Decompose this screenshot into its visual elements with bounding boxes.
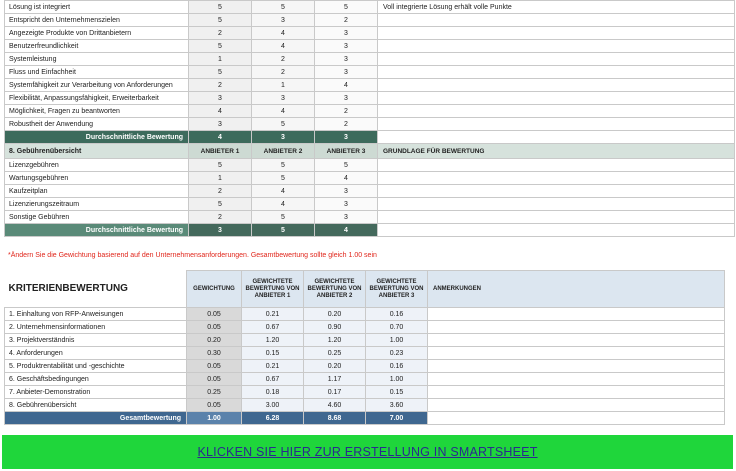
score-vendor-2[interactable]: 4	[252, 185, 315, 198]
smartsheet-cta-banner[interactable]	[2, 435, 733, 469]
score-vendor-1[interactable]: 4	[189, 105, 252, 118]
score-vendor-3[interactable]: 5	[315, 1, 378, 14]
score-vendor-1[interactable]: 5	[189, 198, 252, 211]
basis-note[interactable]	[378, 53, 735, 66]
score-vendor-1[interactable]: 1	[189, 53, 252, 66]
weighted-vendor-3: 1.00	[366, 334, 428, 347]
weighted-vendor-1: 0.21	[242, 360, 304, 373]
weighted-vendor-3: 0.23	[366, 347, 428, 360]
weighted-vendor-3: 1.00	[366, 373, 428, 386]
criterion-label: 5. Produktrentabilität und -geschichte	[5, 360, 187, 373]
score-vendor-3[interactable]: 3	[315, 66, 378, 79]
notes-cell[interactable]	[428, 412, 725, 425]
vendor-scores-table	[4, 0, 735, 237]
score-vendor-3[interactable]: 3	[315, 92, 378, 105]
header-basis: GRUNDLAGE FÜR BEWERTUNG	[378, 144, 735, 159]
score-vendor-1[interactable]: 5	[189, 14, 252, 27]
header-weight: GEWICHTUNG	[187, 271, 242, 308]
criterion-label: 2. Unternehmensinformationen	[5, 321, 187, 334]
table-row	[5, 211, 735, 224]
table-row	[5, 118, 735, 131]
empty-cell[interactable]	[378, 224, 735, 237]
fee-label[interactable]: Kaufzeitplan	[5, 185, 189, 198]
weighted-vendor-1: 0.67	[242, 321, 304, 334]
score-vendor-2[interactable]: 3	[252, 92, 315, 105]
score-vendor-1[interactable]: 5	[189, 159, 252, 172]
weighted-vendor-3: 0.16	[366, 360, 428, 373]
criterion-label: 4. Anforderungen	[5, 347, 187, 360]
basis-note[interactable]	[378, 105, 735, 118]
weight-input[interactable]: 0.05	[187, 321, 242, 334]
notes-cell[interactable]	[428, 373, 725, 386]
average-vendor-2: 3	[252, 131, 315, 144]
table-row	[5, 66, 735, 79]
basis-note[interactable]	[378, 172, 735, 185]
total-vendor-3: 7.00	[366, 412, 428, 425]
criteria-title: KRITERIENBEWERTUNG	[5, 271, 187, 308]
basis-note[interactable]	[378, 40, 735, 53]
table-row	[5, 334, 725, 347]
average-label: Durchschnittliche Bewertung	[5, 131, 189, 144]
table-row	[5, 53, 735, 66]
average-vendor-2: 5	[252, 224, 315, 237]
table-row	[5, 399, 725, 412]
weighted-vendor-1: 0.21	[242, 308, 304, 321]
header-notes: ANMERKUNGEN	[428, 271, 725, 308]
section-title: 8. Gebührenübersicht	[5, 144, 189, 159]
score-vendor-2[interactable]: 3	[252, 14, 315, 27]
score-vendor-1[interactable]: 2	[189, 211, 252, 224]
weighting-note: *Ändern Sie die Gewichtung basierend auf den Unternehmensanforderungen. Gesamtbewertung sollte gleich 1.00 sein	[8, 252, 377, 259]
score-vendor-3[interactable]: 3	[315, 27, 378, 40]
criteria-header-row	[5, 271, 725, 308]
score-vendor-3[interactable]: 2	[315, 14, 378, 27]
criterion-label[interactable]: Flexibilität, Anpassungsfähigkeit, Erweiterbarkeit	[5, 92, 189, 105]
weighted-vendor-2: 0.20	[304, 360, 366, 373]
table-row	[5, 159, 735, 172]
basis-note[interactable]	[378, 92, 735, 105]
basis-note[interactable]	[378, 159, 735, 172]
weighted-vendor-2: 0.20	[304, 308, 366, 321]
weight-input[interactable]: 0.05	[187, 399, 242, 412]
weighted-vendor-2: 1.17	[304, 373, 366, 386]
header-weighted-vendor-1: GEWICHTETE BEWERTUNG VON ANBIETER 1	[242, 271, 304, 308]
total-vendor-2: 8.68	[304, 412, 366, 425]
notes-cell[interactable]	[428, 360, 725, 373]
score-vendor-2[interactable]: 5	[252, 159, 315, 172]
weighted-vendor-1: 0.15	[242, 347, 304, 360]
notes-cell[interactable]	[428, 386, 725, 399]
notes-cell[interactable]	[428, 399, 725, 412]
total-weight: 1.00	[187, 412, 242, 425]
criterion-label[interactable]: Systemleistung	[5, 53, 189, 66]
score-vendor-2[interactable]: 4	[252, 40, 315, 53]
score-vendor-1[interactable]: 2	[189, 185, 252, 198]
table-row	[5, 360, 725, 373]
table-row	[5, 79, 735, 92]
total-vendor-1: 6.28	[242, 412, 304, 425]
table-row	[5, 185, 735, 198]
basis-note[interactable]	[378, 27, 735, 40]
fee-label[interactable]: Lizenzierungszeitraum	[5, 198, 189, 211]
weighted-vendor-1: 0.18	[242, 386, 304, 399]
header-weighted-vendor-2: GEWICHTETE BEWERTUNG VON ANBIETER 2	[304, 271, 366, 308]
criterion-label: 7. Anbieter-Demonstration	[5, 386, 187, 399]
table-row	[5, 27, 735, 40]
score-vendor-2[interactable]: 5	[252, 172, 315, 185]
table-row	[5, 40, 735, 53]
weighted-vendor-2: 4.60	[304, 399, 366, 412]
criterion-label[interactable]: Entspricht den Unternehmenszielen	[5, 14, 189, 27]
score-vendor-1[interactable]: 1	[189, 172, 252, 185]
basis-note[interactable]	[378, 198, 735, 211]
section-header-row	[5, 144, 735, 159]
criterion-label: 8. Gebührenübersicht	[5, 399, 187, 412]
table-row	[5, 347, 725, 360]
score-vendor-1[interactable]: 2	[189, 79, 252, 92]
score-vendor-3[interactable]: 3	[315, 185, 378, 198]
score-vendor-1[interactable]: 3	[189, 92, 252, 105]
score-vendor-1[interactable]: 3	[189, 118, 252, 131]
score-vendor-3[interactable]: 5	[315, 159, 378, 172]
weighted-vendor-3: 0.15	[366, 386, 428, 399]
criterion-label[interactable]: Benutzerfreundlichkeit	[5, 40, 189, 53]
basis-note[interactable]: Voll integrierte Lösung erhält volle Punkte	[378, 1, 735, 14]
criterion-label[interactable]: Robustheit der Anwendung	[5, 118, 189, 131]
notes-cell[interactable]	[428, 321, 725, 334]
header-vendor-1: ANBIETER 1	[189, 144, 252, 159]
score-vendor-2[interactable]: 5	[252, 1, 315, 14]
weighted-vendor-1: 1.20	[242, 334, 304, 347]
weight-input[interactable]: 0.05	[187, 308, 242, 321]
basis-note[interactable]	[378, 211, 735, 224]
score-vendor-3[interactable]: 3	[315, 40, 378, 53]
basis-note[interactable]	[378, 185, 735, 198]
criterion-label: 6. Geschäftsbedingungen	[5, 373, 187, 386]
criterion-label: 1. Einhaltung von RFP-Anweisungen	[5, 308, 187, 321]
basis-note[interactable]	[378, 118, 735, 131]
score-vendor-2[interactable]: 4	[252, 198, 315, 211]
notes-cell[interactable]	[428, 347, 725, 360]
score-vendor-3[interactable]: 3	[315, 198, 378, 211]
score-vendor-2[interactable]: 4	[252, 27, 315, 40]
score-vendor-1[interactable]: 5	[189, 40, 252, 53]
table-row	[5, 92, 735, 105]
score-vendor-3[interactable]: 4	[315, 172, 378, 185]
table-row	[5, 198, 735, 211]
weighted-vendor-2: 0.90	[304, 321, 366, 334]
header-vendor-3: ANBIETER 3	[315, 144, 378, 159]
score-vendor-2[interactable]: 2	[252, 53, 315, 66]
weighted-vendor-2: 1.20	[304, 334, 366, 347]
criterion-label[interactable]: Lösung ist integriert	[5, 1, 189, 14]
average-label: Durchschnittliche Bewertung	[5, 224, 189, 237]
score-vendor-2[interactable]: 1	[252, 79, 315, 92]
score-vendor-1[interactable]: 5	[189, 66, 252, 79]
criterion-label[interactable]: Möglichkeit, Fragen zu beantworten	[5, 105, 189, 118]
score-vendor-3[interactable]: 3	[315, 53, 378, 66]
average-row	[5, 131, 735, 144]
table-row	[5, 386, 725, 399]
total-row	[5, 412, 725, 425]
score-vendor-2[interactable]: 5	[252, 118, 315, 131]
criterion-label: 3. Projektverständnis	[5, 334, 187, 347]
weight-input[interactable]: 0.30	[187, 347, 242, 360]
criterion-label[interactable]: Systemfähigkeit zur Verarbeitung von Anforderungen	[5, 79, 189, 92]
average-vendor-1: 4	[189, 131, 252, 144]
weighted-vendor-2: 0.17	[304, 386, 366, 399]
score-vendor-2[interactable]: 2	[252, 66, 315, 79]
score-vendor-1[interactable]: 2	[189, 27, 252, 40]
table-row	[5, 321, 725, 334]
total-label: Gesamtbewertung	[5, 412, 187, 425]
weighted-vendor-2: 0.25	[304, 347, 366, 360]
table-row	[5, 1, 735, 14]
header-weighted-vendor-3: GEWICHTETE BEWERTUNG VON ANBIETER 3	[366, 271, 428, 308]
table-row	[5, 172, 735, 185]
weighted-vendor-3: 3.60	[366, 399, 428, 412]
table-row	[5, 105, 735, 118]
score-vendor-2[interactable]: 5	[252, 211, 315, 224]
weight-input[interactable]: 0.05	[187, 373, 242, 386]
table-row	[5, 14, 735, 27]
criteria-rating-table	[4, 270, 725, 425]
average-row	[5, 224, 735, 237]
score-vendor-1[interactable]: 5	[189, 1, 252, 14]
score-vendor-3[interactable]: 4	[315, 79, 378, 92]
average-vendor-3: 4	[315, 224, 378, 237]
basis-note[interactable]	[378, 14, 735, 27]
average-vendor-3: 3	[315, 131, 378, 144]
score-vendor-3[interactable]: 3	[315, 211, 378, 224]
weight-input[interactable]: 0.20	[187, 334, 242, 347]
weight-input[interactable]: 0.25	[187, 386, 242, 399]
basis-note[interactable]	[378, 79, 735, 92]
empty-cell[interactable]	[378, 131, 735, 144]
weighted-vendor-1: 0.67	[242, 373, 304, 386]
criterion-label[interactable]: Fluss und Einfachheit	[5, 66, 189, 79]
table-row	[5, 308, 725, 321]
score-vendor-3[interactable]: 2	[315, 118, 378, 131]
score-vendor-3[interactable]: 2	[315, 105, 378, 118]
fee-label[interactable]: Sonstige Gebühren	[5, 211, 189, 224]
score-vendor-2[interactable]: 4	[252, 105, 315, 118]
header-vendor-2: ANBIETER 2	[252, 144, 315, 159]
weighted-vendor-3: 0.70	[366, 321, 428, 334]
basis-note[interactable]	[378, 66, 735, 79]
criterion-label[interactable]: Angezeigte Produkte von Drittanbietern	[5, 27, 189, 40]
fee-label[interactable]: Wartungsgebühren	[5, 172, 189, 185]
weighted-vendor-3: 0.16	[366, 308, 428, 321]
average-vendor-1: 3	[189, 224, 252, 237]
weighted-vendor-1: 3.00	[242, 399, 304, 412]
table-row	[5, 373, 725, 386]
notes-cell[interactable]	[428, 334, 725, 347]
smartsheet-cta-link[interactable]: KLICKEN SIE HIER ZUR ERSTELLUNG IN SMARTSHEET	[197, 445, 538, 459]
fee-label[interactable]: Lizenzgebühren	[5, 159, 189, 172]
notes-cell[interactable]	[428, 308, 725, 321]
weight-input[interactable]: 0.05	[187, 360, 242, 373]
